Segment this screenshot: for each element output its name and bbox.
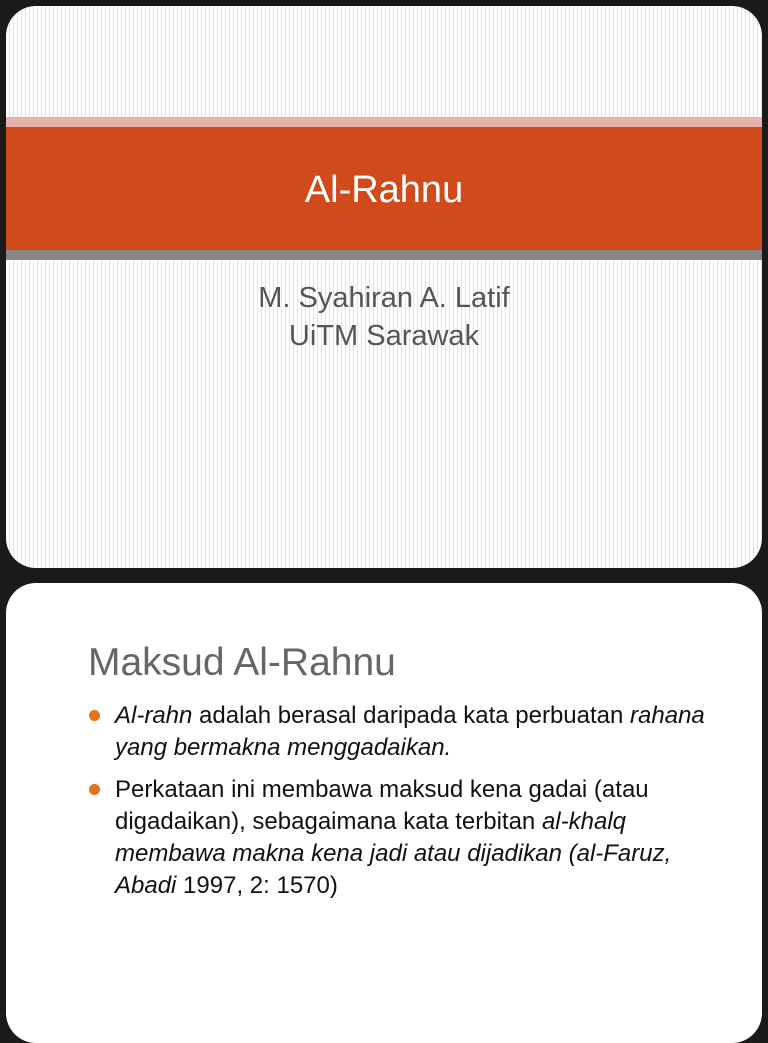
slide-subtitle [6,279,762,355]
bullet-list [89,700,729,912]
bullet1-text: adalah berasal daripada kata perbuatan [192,702,631,729]
content-heading: Maksud Al-Rahnu [88,641,396,684]
slide-title: Al-Rahnu [304,169,464,211]
author-name: M. Syahiran A. Latif [258,282,510,314]
term-al-rahn: Al-rahn [115,702,193,729]
list-item [89,774,729,902]
bullet2-citation: 1997, 2: 1570) [176,872,338,899]
bottom-accent-band [6,250,762,260]
list-item [89,700,729,764]
author-affiliation: UiTM Sarawak [288,320,480,352]
bullet2-italic-text: al-khalq membawa makna kena jadi atau dijadikan (al-Faruz, Abadi [115,808,672,899]
bullet-dot-icon [89,710,100,721]
bullet-dot-icon [89,784,100,795]
title-slide [6,6,762,568]
top-accent-band [6,117,762,127]
bullet1-italic-text: rahana yang bermakna menggadaikan. [115,702,705,761]
bullet2-text: Perkataan ini membawa maksud kena gadai (atau digadaikan), sebagaimana kata terbitan [115,776,649,835]
content-slide [6,583,762,1043]
